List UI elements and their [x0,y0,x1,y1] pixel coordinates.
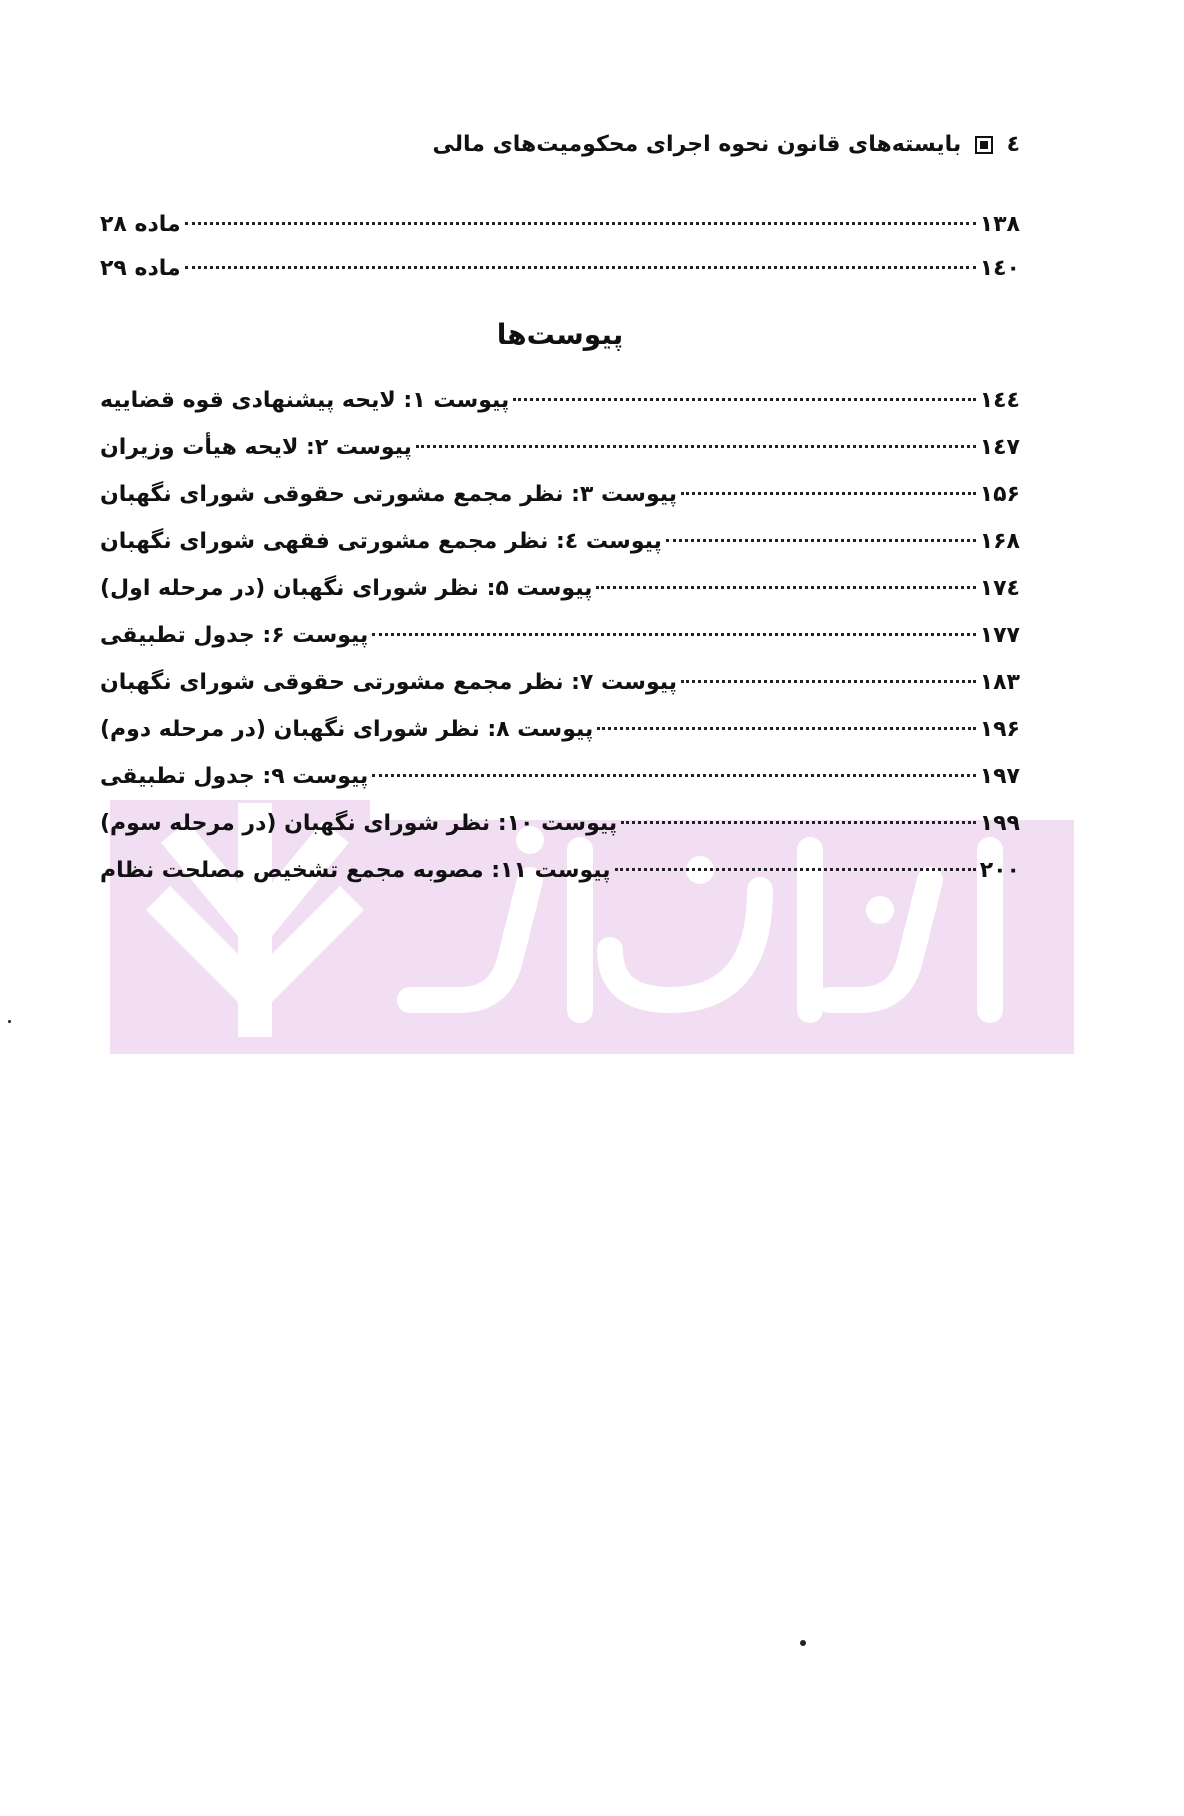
toc-row-article[interactable] [100,256,1020,290]
toc-entry-title: پیوست ۷: نظر مجمع مشورتی حقوقی شورای نگهبان [100,670,677,695]
dot-leader [596,586,975,589]
scan-speck [800,1640,806,1646]
dot-leader [416,445,976,448]
page-number: ٤ [1006,132,1020,157]
toc-entry-title: پیوست ۹: جدول تطبیقی [100,764,369,789]
dot-leader [513,398,975,401]
toc-row-appendix[interactable] [100,670,1020,704]
toc-entry-page: ۱٤۷ [979,435,1020,460]
toc-entry-page: ۱۷۷ [979,623,1020,648]
dot-leader [621,821,976,824]
toc-entry-title: پیوست ٤: نظر مجمع مشورتی فقهی شورای نگهبان [100,529,662,554]
running-header [100,132,1020,157]
dot-leader [615,868,976,871]
toc-entry-title: ماده ۲۸ [100,212,181,237]
toc-entry-page: ۱۸۳ [979,670,1020,695]
toc-entry-title: پیوست ۱۰: نظر شورای نگهبان (در مرحله سوم) [100,811,618,836]
dot-leader [185,266,976,269]
toc-row-appendix[interactable] [100,717,1020,751]
dot-leader [372,774,975,777]
toc-entry-title: ماده ۲۹ [100,256,181,281]
dot-leader [185,222,976,225]
toc-row-appendix[interactable] [100,858,1020,892]
watermark-logo [110,760,1074,1054]
square-bullet-icon [975,136,993,154]
scan-speck [8,1020,11,1023]
toc-entry-page: ۱۳۸ [979,212,1020,237]
dot-leader [597,727,975,730]
toc-row-appendix[interactable] [100,529,1020,563]
toc-entry-title: پیوست ۱: لایحه پیشنهادی قوه قضاییه [100,388,510,413]
toc-entry-title: پیوست ۵: نظر شورای نگهبان (در مرحله اول) [100,576,593,601]
dot-leader [681,492,976,495]
toc-row-appendix[interactable] [100,482,1020,516]
dot-leader [666,539,976,542]
toc-entry-page: ۱۶۸ [979,529,1020,554]
dot-leader [681,680,976,683]
toc-row-article[interactable] [100,212,1020,246]
toc-entry-title: پیوست ۶: جدول تطبیقی [100,623,369,648]
toc-row-appendix[interactable] [100,388,1020,422]
section-heading: پیوست‌ها [496,318,624,351]
toc-entry-page: ۱۹۶ [979,717,1020,742]
toc-entry-page: ۱۷٤ [979,576,1020,601]
toc-row-appendix[interactable] [100,764,1020,798]
toc-entry-title: پیوست ۳: نظر مجمع مشورتی حقوقی شورای نگهبان [100,482,677,507]
toc-row-appendix[interactable] [100,435,1020,469]
dot-leader [372,633,975,636]
book-title: بایسته‌های قانون نحوه اجرای محکومیت‌های مالی [432,132,962,157]
toc-entry-page: ۱۵۶ [979,482,1020,507]
toc-entry-title: پیوست ۲: لایحه هیأت وزیران [100,435,412,460]
toc-row-appendix[interactable] [100,623,1020,657]
toc-entry-page: ۱٤٤ [979,388,1020,413]
toc-entry-page: ۱۹۹ [979,811,1020,836]
toc-entry-title: پیوست ۸: نظر شورای نگهبان (در مرحله دوم) [100,717,594,742]
toc-row-appendix[interactable] [100,811,1020,845]
toc-entry-page: ۲۰۰ [979,858,1020,883]
toc-entry-title: پیوست ۱۱: مصوبه مجمع تشخیص مصلحت نظام [100,858,611,883]
toc-entry-page: ۱۹۷ [979,764,1020,789]
toc-entry-page: ۱٤۰ [979,256,1020,281]
toc-row-appendix[interactable] [100,576,1020,610]
